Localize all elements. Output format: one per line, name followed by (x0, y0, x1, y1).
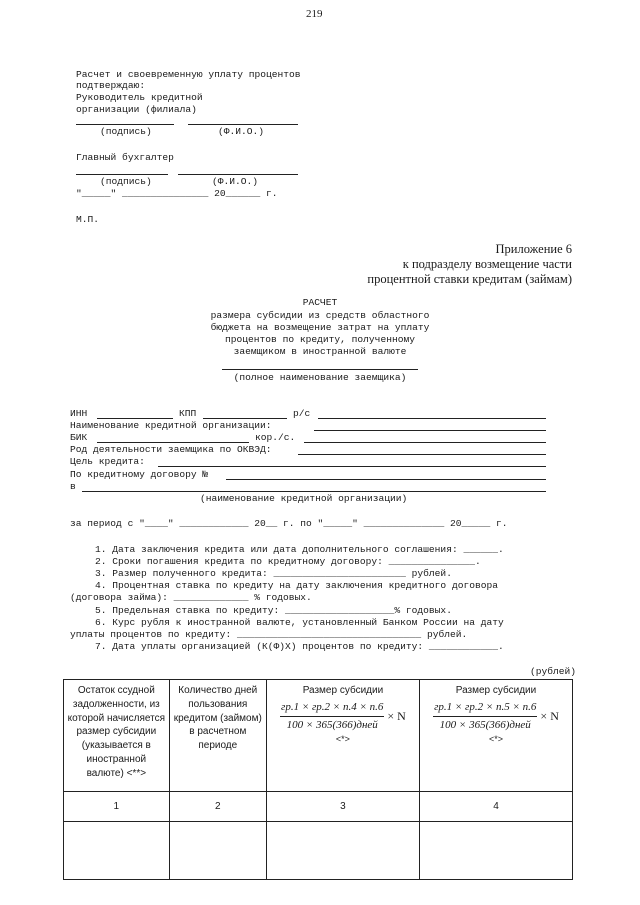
approval-line-2: подтверждаю: (76, 80, 146, 91)
head-title-1: Руководитель кредитной (76, 92, 203, 103)
signature-underline (76, 124, 174, 125)
header-subsidy-2 (419, 680, 572, 792)
subsidy-table (63, 679, 573, 880)
corr-account-label: кор./с. (255, 432, 296, 443)
date-line: "_____" _______________ 20______ г. (76, 188, 278, 199)
header-days: Количество дней пользования кредитом (займом) в расчетном периоде (169, 680, 266, 792)
data-cell-subsidy-2 (419, 822, 572, 880)
title-line-1: размера субсидии из средств областного (210, 310, 430, 321)
approval-line-1: Расчет и своевременную уплату процентов (76, 69, 301, 80)
bank-field (82, 491, 546, 492)
title-line-2: бюджета на возмещение затрат на уплату (210, 322, 430, 333)
bank-name-field (314, 430, 546, 431)
data-cell-balance (64, 822, 170, 880)
item-6a: 6. Курс рубля к иностранной валюте, установленный Банком России на дату (95, 617, 504, 628)
formula-2-fraction (433, 700, 537, 733)
kpp-field (203, 418, 287, 419)
data-cell-subsidy-1 (266, 822, 419, 880)
formula-1-denominator: 100 × 365(366)дней (286, 718, 378, 731)
item-2: 2. Сроки погашения кредита по кредитному договору: _______________. (95, 556, 481, 567)
accountant-signature-label: (подпись) (100, 176, 152, 187)
title-line-3: процентов по кредиту, полученному (225, 334, 415, 345)
column-number-2: 2 (169, 792, 266, 822)
appendix-line-3: процентной ставки кредитам (займам) (367, 272, 572, 286)
stamp-label: М.П. (76, 214, 100, 225)
item-1: 1. Дата заключения кредита или дата дополнительного соглашения: ______. (95, 544, 504, 555)
bank-name-label: Наименование кредитной организации: (70, 420, 272, 431)
formula-2-note: <*> (488, 734, 503, 745)
borrower-caption: (полное наименование заемщика) (233, 372, 407, 383)
formula-2-numerator: гр.1 × гр.2 × п.5 × п.6 (433, 700, 537, 717)
head-title-2: организации (филиала) (76, 104, 197, 115)
accountant-signature-underline (76, 174, 168, 175)
table-data-row (64, 822, 573, 880)
corr-account-field (304, 442, 546, 443)
period-line: за период с "____" ____________ 20__ г. по "_____" ______________ 20_____ г. (70, 518, 508, 529)
accountant-fio-underline (178, 174, 298, 175)
in-label: в (70, 481, 76, 492)
account-label: р/с (293, 408, 311, 419)
title-line-4: заемщиком в иностранной валюте (233, 346, 407, 357)
table-number-row (64, 792, 573, 822)
item-4b: (договора займа): _____________ % годовых. (70, 592, 312, 603)
activity-label: Род деятельности заемщика по ОКВЭД: (70, 444, 272, 455)
bik-label: БИК (70, 432, 88, 443)
item-5: 5. Предельная ставка по кредиту: ___________________% годовых. (95, 605, 452, 616)
contract-field (226, 479, 546, 480)
units-label: (рублей) (530, 666, 577, 677)
table-header-row (64, 680, 573, 792)
purpose-field (158, 466, 546, 467)
header-subsidy-2-title: Размер субсидии (455, 685, 537, 696)
formula-2 (433, 700, 559, 733)
item-3: 3. Размер полученного кредита: _______________________ рублей. (95, 568, 452, 579)
formula-1-fraction (280, 700, 384, 733)
fio-underline (188, 124, 298, 125)
appendix-line-1: Приложение 6 (495, 242, 572, 256)
page-number: 219 (306, 8, 323, 20)
data-cell-days (169, 822, 266, 880)
inn-label: ИНН (70, 408, 88, 419)
column-number-4: 4 (419, 792, 572, 822)
contract-label: По кредитному договору № (70, 469, 209, 480)
purpose-label: Цель кредита: (70, 456, 145, 467)
header-subsidy-1 (266, 680, 419, 792)
formula-2-multiplier: × N (540, 709, 559, 724)
header-subsidy-1-title: Размер субсидии (302, 685, 384, 696)
formula-2-denominator: 100 × 365(366)дней (439, 718, 531, 731)
appendix-line-2: к подразделу возмещение части (402, 257, 572, 271)
activity-field (298, 454, 546, 455)
signature-label: (подпись) (100, 126, 152, 137)
formula-1-note: <*> (335, 734, 350, 745)
item-4a: 4. Процентная ставка по кредиту на дату заключения кредитного договора (95, 580, 499, 591)
inn-field (97, 418, 173, 419)
kpp-label: КПП (179, 408, 197, 419)
item-7: 7. Дата уплаты организацией (К(Ф)Х) процентов по кредиту: ____________. (95, 641, 504, 652)
account-field (318, 418, 546, 419)
bank-caption: (наименование кредитной организации) (200, 493, 408, 504)
formula-1 (280, 700, 406, 733)
header-balance: Остаток ссудной задолженности, из которой начисляется размер субсидии (указывается в иностранной валюте) <**> (64, 680, 170, 792)
accountant-fio-label: (Ф.И.О.) (212, 176, 259, 187)
item-6b: уплаты процентов по кредиту: ________________________________ рублей. (70, 629, 468, 640)
formula-1-numerator: гр.1 × гр.2 × п.4 × п.6 (280, 700, 384, 717)
fio-label: (Ф.И.О.) (218, 126, 265, 137)
borrower-underline (222, 369, 418, 370)
chief-accountant: Главный бухгалтер (76, 152, 174, 163)
column-number-3: 3 (266, 792, 419, 822)
bik-field (97, 442, 249, 443)
document-heading: РАСЧЕТ (302, 297, 338, 308)
column-number-1: 1 (64, 792, 170, 822)
formula-1-multiplier: × N (387, 709, 406, 724)
